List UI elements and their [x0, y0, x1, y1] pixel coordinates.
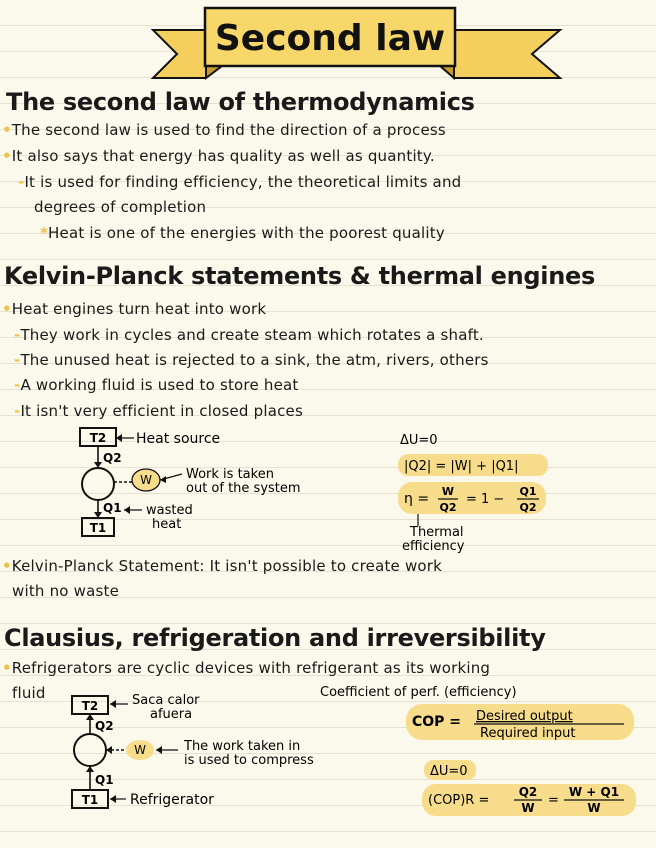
section1-line-2: •It also says that energy has quality as well as quantity. [2, 147, 435, 165]
dash-icon: - [14, 326, 21, 344]
bullet-icon: • [2, 300, 12, 318]
eff-denominator-q2: Q2 [439, 501, 457, 514]
du-equation: ΔU=0 [400, 433, 438, 448]
t1-label: T1 [89, 521, 107, 535]
efficiency-label-2: efficiency [402, 539, 465, 554]
cop-numerator: Desired output [476, 709, 573, 724]
bullet-icon: • [2, 147, 12, 165]
section2-line-5: -It isn't very efficient in closed places [14, 402, 303, 420]
title-banner [0, 0, 656, 90]
section2-line-3: -The unused heat is rejected to a sink, the atm, rivers, others [14, 351, 489, 369]
dash-icon: - [14, 376, 21, 394]
copr-equals: = [548, 793, 559, 808]
dash-icon: - [14, 351, 21, 369]
banner-ribbon-left [153, 30, 206, 78]
section1-line-4: degrees of completion [34, 198, 207, 216]
heat-engine-diagram [70, 422, 390, 542]
section3-heading: Clausius, refrigeration and irreversibility [4, 624, 546, 652]
banner-fold-right [440, 66, 454, 78]
section1-line-3: -It is used for finding efficiency, the theoretical limits and [18, 173, 462, 191]
work-label-2: out of the system [186, 481, 301, 496]
dash-icon: - [14, 402, 21, 420]
dash-icon: - [18, 173, 25, 191]
balance-equation: |Q2| = |W| + |Q1| [404, 459, 519, 474]
engine-formulas [396, 426, 576, 554]
arrow-left-icon [124, 506, 130, 514]
eff-middle: = 1 − [466, 492, 505, 507]
section1-line-1: •The second law is used to find the direction of a process [2, 121, 446, 139]
bullet-icon: • [2, 121, 12, 139]
section3-line-1: •Refrigerators are cyclic devices with refrigerant as its working [2, 659, 491, 677]
refrigerator-label: Refrigerator [130, 792, 214, 808]
wasted-label-1: wasted [146, 503, 193, 518]
w-label: W [134, 743, 146, 757]
work-label-1: The work taken in [184, 739, 301, 754]
saca-label-1: Saca calor [132, 693, 200, 708]
section2-line-2: -They work in cycles and create steam which rotates a shaft. [14, 326, 484, 344]
cop-label: Coefficient of perf. (efficiency) [320, 685, 517, 700]
eff-numerator-w: W [441, 485, 455, 498]
work-label-1: Work is taken [186, 467, 274, 482]
banner-fold-left [206, 66, 222, 78]
saca-label-2: afuera [150, 707, 193, 722]
copr-lhs: (COP)R = [428, 793, 490, 808]
q1-label: Q1 [103, 501, 122, 515]
eff-denominator-q2b: Q2 [519, 501, 537, 514]
q2-label: Q2 [103, 451, 122, 465]
banner-title: Second law [214, 18, 446, 59]
copr-den1: W [521, 801, 535, 815]
cop-formulas [318, 680, 652, 818]
arrow-left-icon [156, 746, 162, 754]
section2-line-1: •Heat engines turn heat into work [2, 300, 267, 318]
eta-symbol: η = [404, 491, 430, 507]
section2-heading: Kelvin-Planck statements & thermal engines [4, 262, 595, 290]
arrow-left-icon [160, 476, 166, 483]
bullet-icon: • [2, 659, 12, 677]
copr-num2: W + Q1 [568, 785, 620, 799]
section1-heading: The second law of thermodynamics [6, 88, 475, 116]
copr-num1: Q2 [518, 785, 538, 799]
t1-label: T1 [81, 793, 99, 807]
cop-lhs: COP = [412, 714, 462, 730]
kelvin-planck-statement-1: •Kelvin-Planck Statement: It isn't possible to create work [2, 557, 443, 575]
heat-source-label: Heat source [136, 431, 221, 447]
section1-line-5: *Heat is one of the energies with the poorest quality [40, 224, 445, 242]
arrow-left-icon [110, 700, 116, 708]
arrow-left-icon [106, 746, 112, 754]
w-label: W [140, 473, 152, 487]
refrigerator-circle [74, 734, 106, 766]
banner-ribbon-right [454, 30, 560, 78]
eff-numerator-q1: Q1 [519, 485, 537, 498]
arrow-up-icon [86, 766, 94, 772]
cop-du: ΔU=0 [430, 764, 468, 779]
wasted-label-2: heat [152, 517, 182, 532]
bullet-icon: • [2, 557, 12, 575]
q2-label: Q2 [95, 719, 114, 733]
star-bullet-icon: * [40, 224, 49, 242]
efficiency-label-1: Thermal [410, 525, 464, 540]
t2-label: T2 [81, 699, 99, 713]
section2-line-4: -A working fluid is used to store heat [14, 376, 299, 394]
engine-circle [82, 468, 114, 500]
cop-denominator: Required input [480, 726, 576, 741]
t2-label: T2 [89, 431, 107, 445]
arrow-left-icon [110, 795, 116, 803]
q1-label: Q1 [95, 773, 114, 787]
kelvin-planck-statement-2: with no waste [12, 582, 120, 600]
section3-line-2: fluid [12, 684, 46, 702]
work-label-2: is used to compress [184, 753, 314, 768]
copr-den2: W [587, 801, 601, 815]
